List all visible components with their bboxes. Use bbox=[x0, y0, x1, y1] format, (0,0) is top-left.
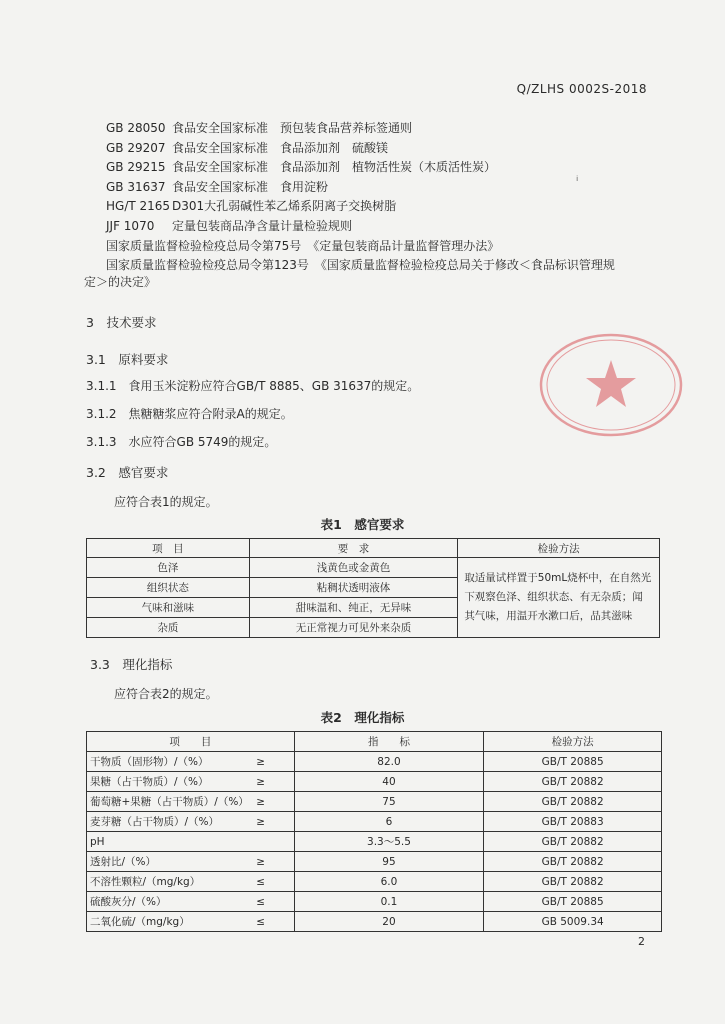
section-3-heading: 3 技术要求 bbox=[86, 315, 157, 330]
reference-decree-123-continued: 定＞的决定》 bbox=[84, 275, 157, 289]
clause-3-1-1: 3.1.1 食用玉米淀粉应符合GB/T 8885、GB 31637的规定。 bbox=[86, 379, 420, 393]
table-row: 杂质 无正常视力可见外来杂质 bbox=[87, 618, 660, 638]
table-row: 二氧化硫/（mg/kg） ≤ 20 GB 5009.34 bbox=[87, 912, 662, 932]
clause-3-1-2: 3.1.2 焦糖糖浆应符合附录A的规定。 bbox=[86, 407, 293, 421]
table-header: 检验方法 bbox=[484, 732, 662, 752]
sensory-requirements-table bbox=[86, 538, 660, 638]
reference-decree-123: 国家质量监督检验检疫总局令第123号 《国家质量监督检验检疫总局关于修改＜食品标识管理规 bbox=[106, 258, 615, 273]
reference-item: HG/T 2165 D301大孔弱碱性苯乙烯系阴离子交换树脂 bbox=[106, 199, 397, 214]
table-row: 葡萄糖+果糖（占干物质）/（%） ≥ 75 GB/T 20882 bbox=[87, 792, 662, 812]
section-3-2-heading: 3.2 感官要求 bbox=[86, 465, 169, 480]
section-3-3-text: 应符合表2的规定。 bbox=[114, 687, 218, 701]
table-1-caption: 表1 感官要求 bbox=[320, 517, 405, 532]
table-row: 色泽 浅黄色或金黄色 取适量试样置于50mL烧杯中，在自然光下观察色泽、组织状态、有无杂质；闻其气味，用温开水漱口后，品其滋味 bbox=[87, 558, 660, 578]
table-header: 项 目 bbox=[87, 539, 250, 558]
clause-3-1-3: 3.1.3 水应符合GB 5749的规定。 bbox=[86, 435, 277, 449]
reference-decree-75: 国家质量监督检验检疫总局令第75号 《定量包装商品计量监督管理办法》 bbox=[106, 238, 500, 253]
table-row: 硫酸灰分/（%） ≤ 0.1 GB/T 20885 bbox=[87, 892, 662, 912]
table-header: 指 标 bbox=[294, 732, 484, 752]
table-row: 透射比/（%） ≥ 95 GB/T 20882 bbox=[87, 852, 662, 872]
page-number: 2 bbox=[638, 935, 645, 948]
table-2-caption: 表2 理化指标 bbox=[320, 710, 405, 725]
sensory-test-method: 取适量试样置于50mL烧杯中，在自然光下观察色泽、组织状态、有无杂质；闻其气味，用温开水漱口后，品其滋味 bbox=[458, 558, 660, 638]
company-seal bbox=[536, 330, 686, 440]
table-row: 不溶性颗粒/（mg/kg） ≤ 6.0 GB/T 20882 bbox=[87, 872, 662, 892]
table-row: 麦芽糖（占干物质）/（%） ≥ 6 GB/T 20883 bbox=[87, 812, 662, 832]
table-row: 气味和滋味 甜味温和、纯正，无异味 bbox=[87, 598, 660, 618]
table-header: 检验方法 bbox=[458, 539, 660, 558]
document-code: Q/ZLHS 0002S-2018 bbox=[516, 82, 647, 96]
table-row: 组织状态 粘稠状透明液体 bbox=[87, 578, 660, 598]
table-header: 要 求 bbox=[249, 539, 458, 558]
table-row: pH 3.3～5.5 GB/T 20882 bbox=[87, 832, 662, 852]
reference-item: JJF 1070 定量包装商品净含量计量检验规则 bbox=[106, 218, 353, 233]
table-row: 干物质（固形物）/（%） ≥ 82.0 GB/T 20885 bbox=[87, 752, 662, 772]
scan-mark: ᵢ bbox=[576, 170, 579, 185]
section-3-1-heading: 3.1 原料要求 bbox=[86, 352, 169, 367]
section-3-2-text: 应符合表1的规定。 bbox=[114, 495, 218, 509]
normative-references bbox=[106, 119, 615, 276]
reference-item: GB 29215 食品安全国家标准 食品添加剂 植物活性炭（木质活性炭） bbox=[106, 160, 497, 175]
physicochemical-indicators-table bbox=[86, 731, 662, 932]
reference-item: GB 29207 食品安全国家标准 食品添加剂 硫酸镁 bbox=[106, 140, 389, 155]
section-3-3-heading: 3.3 理化指标 bbox=[90, 657, 173, 672]
reference-item: GB 31637 食品安全国家标准 食用淀粉 bbox=[106, 179, 329, 194]
table-row: 果糖（占干物质）/（%） ≥ 40 GB/T 20882 bbox=[87, 772, 662, 792]
reference-item: GB 28050 食品安全国家标准 预包装食品营养标签通则 bbox=[106, 121, 413, 135]
table-header: 项 目 bbox=[87, 732, 295, 752]
